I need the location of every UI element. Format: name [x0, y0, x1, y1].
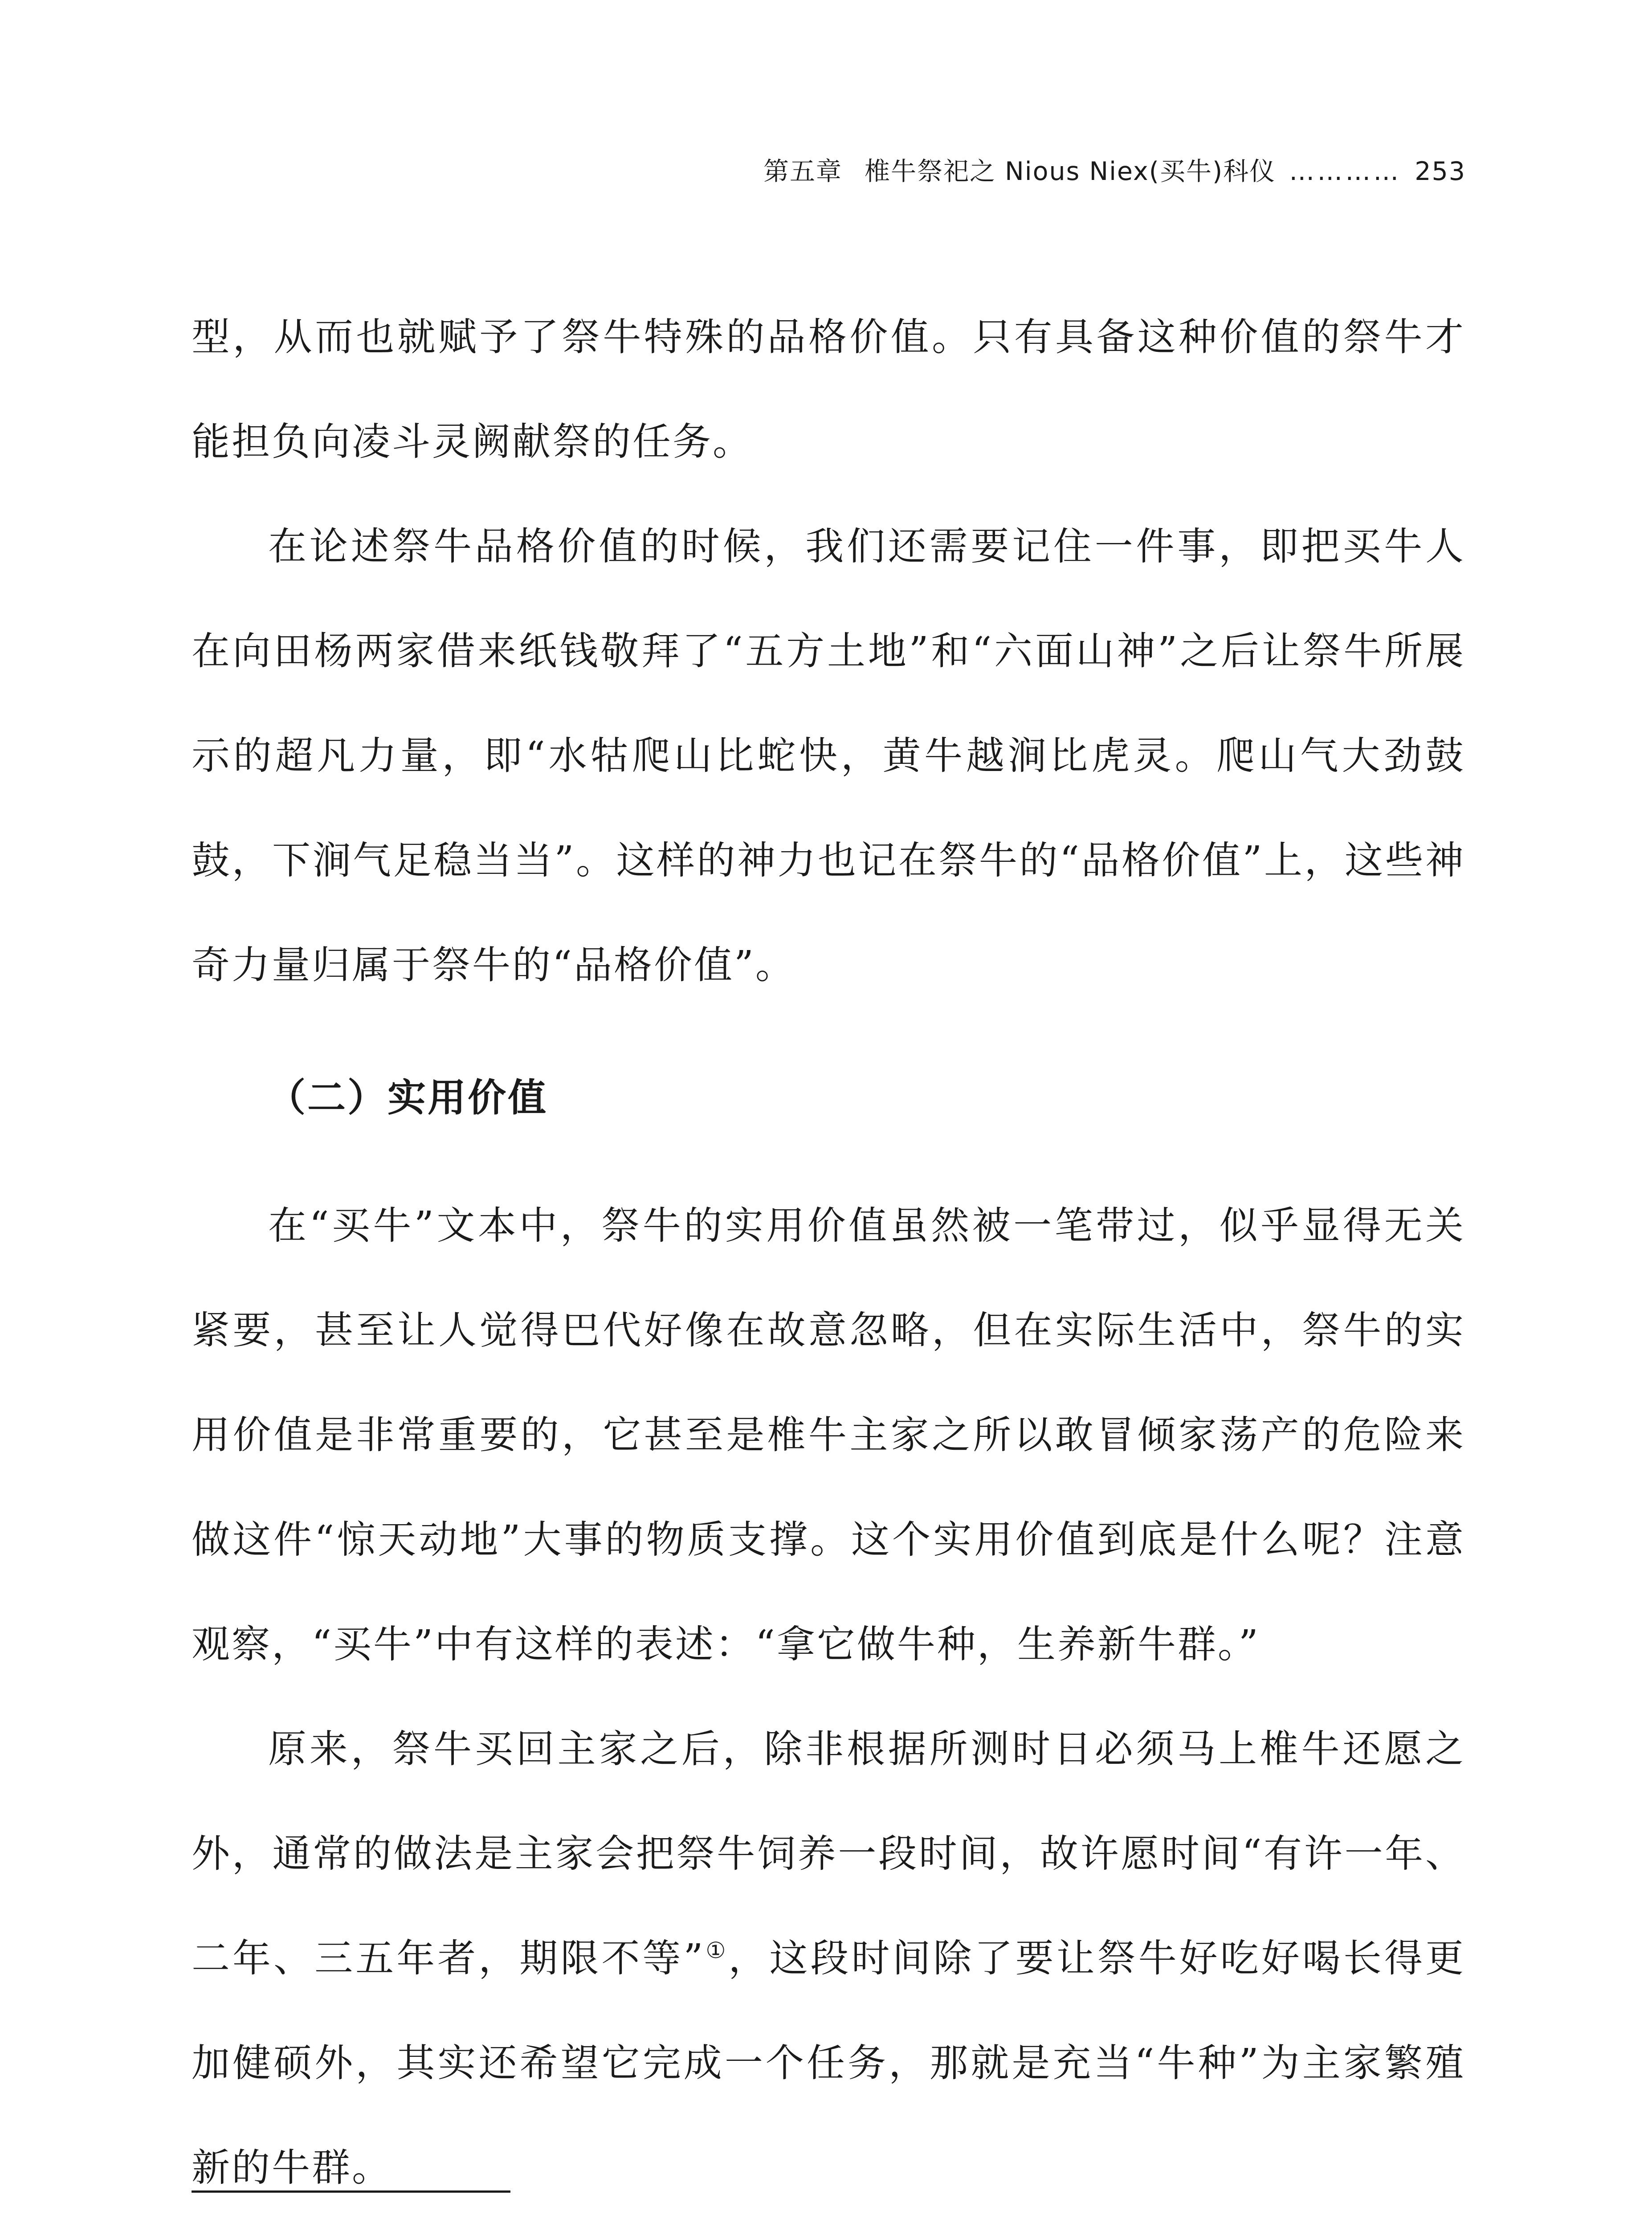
page-number: 253	[1415, 157, 1466, 186]
leader-dots: …………	[1289, 157, 1402, 186]
chapter-label: 第五章	[763, 157, 843, 186]
running-header	[0, 154, 1466, 189]
page-body	[192, 285, 1465, 2227]
paragraph: 在“买牛”文本中，祭牛的实用价值虽然被一笔带过，似乎显得无关紧要，甚至让人觉得巴代好像在故意忽略，但在实际生活中，祭牛的实用价值是非常重要的，它甚至是椎牛主家之所以敢冒倾家荡产的危险来做这件“惊天动地”大事的物质支撑。这个实用价值到底是什么呢？注意观察，“买牛”中有这样的表述：“拿它做牛种，生养新牛群。”	[192, 1203, 1465, 1667]
paragraph-with-footnote	[192, 1697, 1465, 2220]
paragraph	[192, 2220, 1465, 2227]
paragraph-text: ，这段时间除了要让祭牛好吃好喝长得更加健硕外，其实还希望它完成一个任务，那就是充当“牛种”为主家繁殖新的牛群。	[192, 1936, 1466, 2190]
footnote-divider	[192, 2190, 510, 2193]
chapter-title: 椎牛祭祀之 Nious Niex(买牛)科仪	[865, 157, 1276, 186]
paragraph-text: 原来，祭牛买回主家之后，除非根据所测时日必须马上椎牛还愿之外，通常的做法是主家会把祭牛饲养一段时间，故许愿时间“有许一年、二年、三五年者，期限不等”	[192, 1727, 1465, 1981]
paragraph: 在论述祭牛品格价值的时候，我们还需要记住一件事，即把买牛人在向田杨两家借来纸钱敬拜了“五方土地”和“六面山神”之后让祭牛所展示的超凡力量，即“水牯爬山比蛇快，黄牛越涧比虎灵。爬山气大劲鼓鼓，下涧气足稳当当”。这样的神力也记在祭牛的“品格价值”上，这些神奇力量归属于祭牛的“品格价值”。	[192, 524, 1465, 987]
footnote-reference[interactable]: ①	[705, 1937, 729, 1963]
section-heading: （二）实用价值	[267, 1076, 548, 1120]
paragraph-continued: 型，从而也就赋予了祭牛特殊的品格价值。只有具备这种价值的祭牛才能担负向凌斗灵阙献祭的任务。	[192, 315, 1465, 464]
